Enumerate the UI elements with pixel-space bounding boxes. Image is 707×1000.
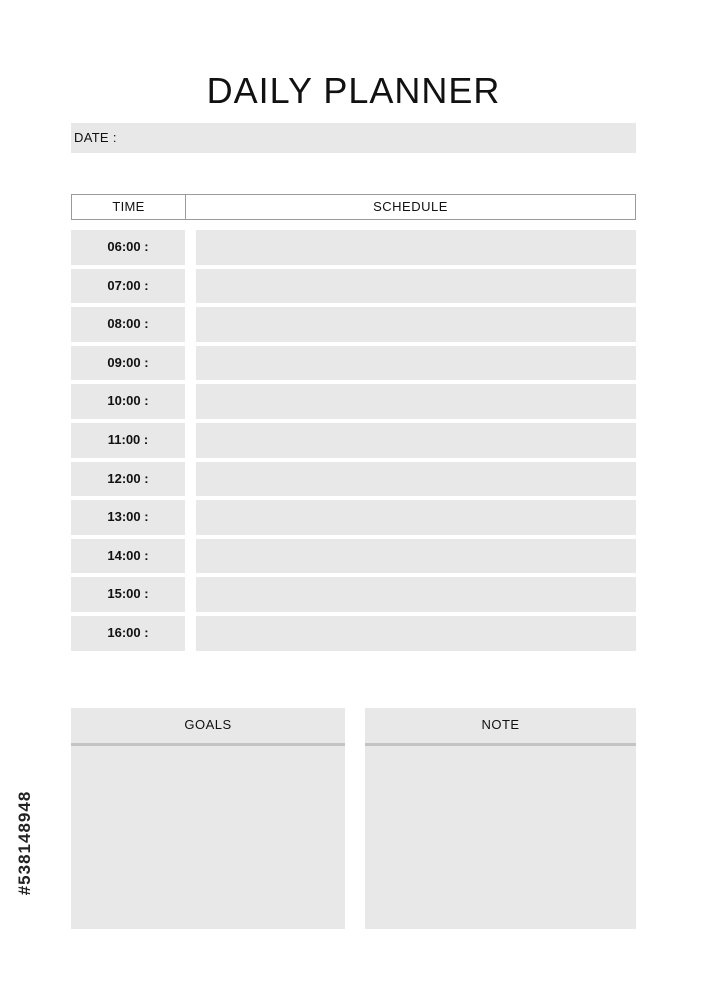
table-row [71,346,636,381]
table-row [71,577,636,612]
time-column-header: TIME [72,195,186,219]
goals-box [71,708,345,929]
table-row [71,616,636,651]
time-cell: 10:00 : [71,384,185,419]
schedule-slot[interactable] [196,346,636,381]
table-row [71,269,636,304]
time-cell: 13:00 : [71,500,185,535]
time-cell: 07:00 : [71,269,185,304]
time-cell: 08:00 : [71,307,185,342]
note-box [365,708,636,929]
table-row [71,500,636,535]
table-row [71,230,636,265]
date-field[interactable] [71,123,636,153]
date-label: DATE : [74,130,117,145]
schedule-slot[interactable] [196,616,636,651]
schedule-slot[interactable] [196,230,636,265]
image-id-text: #538148948 [15,790,34,896]
schedule-table-header [71,194,636,220]
table-row [71,384,636,419]
page-title: DAILY PLANNER [206,70,501,111]
time-cell: 16:00 : [71,616,185,651]
schedule-slot[interactable] [196,500,636,535]
time-cell: 14:00 : [71,539,185,574]
table-row [71,462,636,497]
schedule-slot[interactable] [196,539,636,574]
time-cell: 06:00 : [71,230,185,265]
time-cell: 12:00 : [71,462,185,497]
schedule-column-header: SCHEDULE [373,199,448,214]
image-id-label [14,763,36,923]
schedule-slot[interactable] [196,462,636,497]
schedule-slot[interactable] [196,384,636,419]
table-row [71,307,636,342]
time-cell: 09:00 : [71,346,185,381]
table-row [71,539,636,574]
time-cell: 11:00 : [71,423,185,458]
schedule-slot[interactable] [196,577,636,612]
schedule-rows [71,230,636,655]
schedule-slot[interactable] [196,307,636,342]
schedule-slot[interactable] [196,269,636,304]
note-header: NOTE [365,708,636,746]
goals-area[interactable] [71,746,345,929]
schedule-slot[interactable] [196,423,636,458]
goals-header: GOALS [71,708,345,746]
time-cell: 15:00 : [71,577,185,612]
table-row [71,423,636,458]
note-area[interactable] [365,746,636,929]
